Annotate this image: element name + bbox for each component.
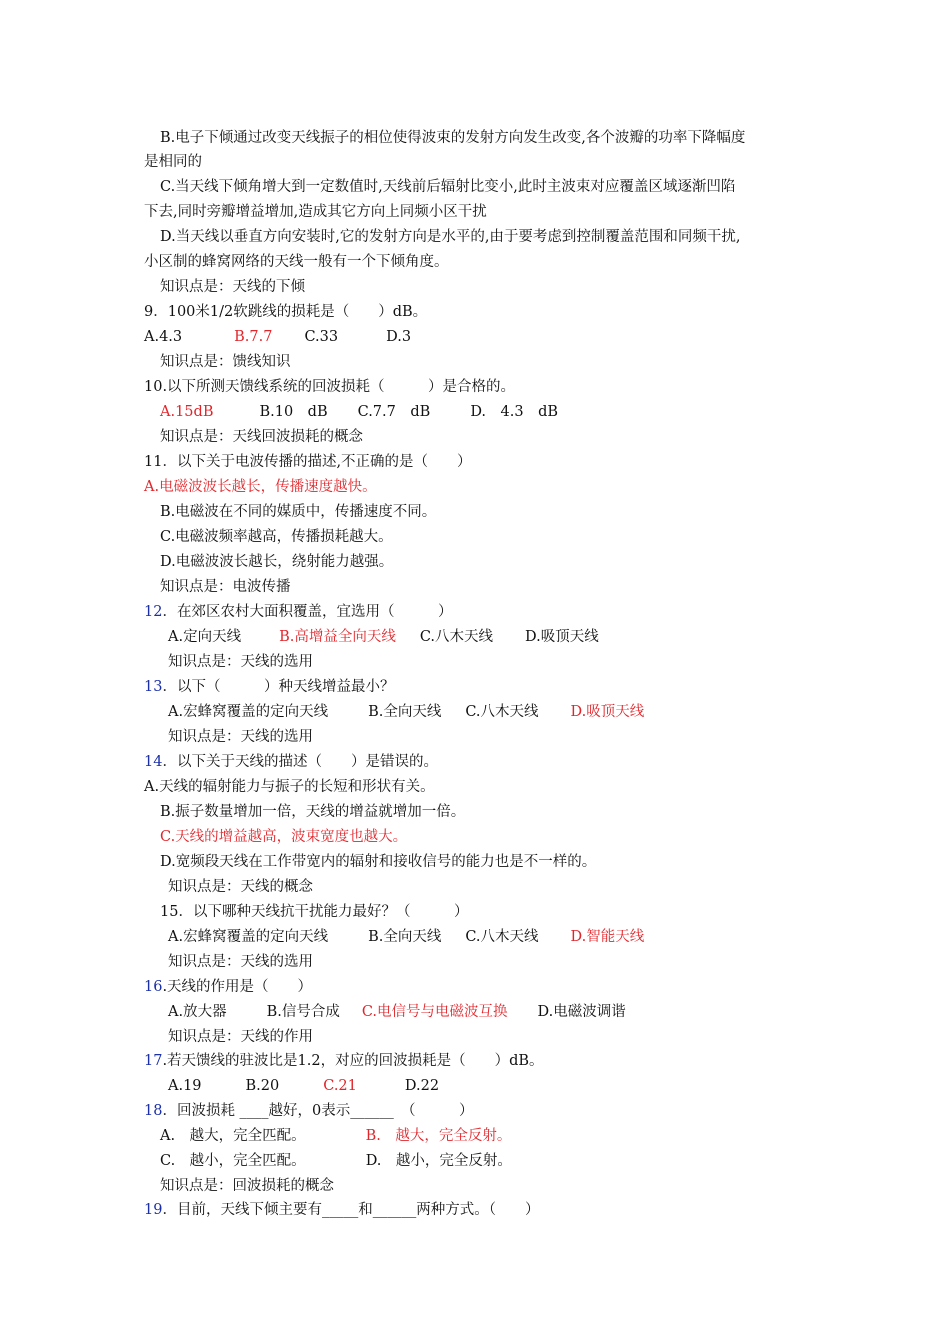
q10-question: 10.以下所测天馈线系统的回波损耗（ ）是合格的。 (144, 379, 516, 395)
q18-option-d: D. 越小，完全反射。 (365, 1153, 512, 1169)
q16-option-d: D.电磁波调谐 (537, 1004, 626, 1020)
q13-question (144, 677, 394, 697)
q8-option-d-line2: 小区制的蜂窝网络的天线一般有一个下倾角度。 (144, 254, 449, 270)
q12-option-b-answer: B.高增益全向天线 (279, 629, 396, 645)
q13-number: 13 (144, 679, 163, 695)
q12-number: 12 (144, 604, 163, 620)
q18-knowledge: 知识点是：回波损耗的概念 (160, 1178, 334, 1194)
q10-option-d: D. 4.3 dB (470, 404, 559, 420)
q16-question (144, 977, 312, 997)
q13-option-d-answer: D.吸顶天线 (570, 704, 645, 720)
q18-option-c: C. 越小，完全匹配。 (160, 1153, 306, 1169)
q9-question: 9．100米1/2软跳线的损耗是（ ）dB。 (144, 304, 428, 320)
q16-option-a: A.放大器 (168, 1004, 227, 1020)
q11-knowledge: 知识点是：电波传播 (160, 579, 291, 595)
q18-option-a: A. 越大，完全匹配。 (160, 1128, 306, 1144)
q11-option-d: D.电磁波波长越长，绕射能力越强。 (160, 554, 394, 570)
q14-number: 14 (144, 754, 163, 770)
q13-text: ．以下（ ）种天线增益最小？ (162, 679, 395, 695)
q14-option-b: B.振子数量增加一倍，天线的增益就增加一倍。 (160, 804, 466, 820)
q15-option-b: B.全向天线 (368, 929, 442, 945)
q9-knowledge: 知识点是：馈线知识 (160, 354, 291, 370)
q15-question: 15．以下哪种天线抗干扰能力最好？（ ） (160, 904, 469, 920)
q10-knowledge: 知识点是：天线回波损耗的概念 (160, 429, 363, 445)
q19-number: 19 (144, 1202, 163, 1218)
q18-text: ．回波损耗 ____越好，0表示______ （ ） (162, 1103, 474, 1119)
q14-option-c-answer: C.天线的增益越高，波束宽度也越大。 (160, 829, 408, 845)
q8-option-b-line2: 是相同的 (144, 154, 202, 170)
q16-number: 16 (144, 979, 163, 995)
q14-option-a: A.天线的辐射能力与振子的长短和形状有关。 (144, 779, 435, 795)
q8-option-c-line2: 下去,同时旁瓣增益增加,造成其它方向上同频小区干扰 (144, 204, 487, 220)
q18-options-row2 (160, 1151, 512, 1171)
q13-knowledge: 知识点是：天线的选用 (168, 729, 313, 745)
q11-option-a-answer: A.电磁波波长越长，传播速度越快。 (144, 479, 377, 495)
q13-option-b: B.全向天线 (368, 704, 442, 720)
q13-options (168, 702, 644, 722)
q17-option-a: A.19 (168, 1078, 202, 1094)
q16-option-c-answer: C.电信号与电磁波互换 (361, 1004, 508, 1020)
q10-option-c: C.7.7 dB (357, 404, 431, 420)
q17-option-c-answer: C.21 (323, 1078, 357, 1094)
q13-option-a: A.宏蜂窝覆盖的定向天线 (168, 704, 329, 720)
q10-option-a-answer: A.15dB (160, 404, 214, 420)
q14-text: ．以下关于天线的描述（ ）是错误的。 (162, 754, 438, 770)
q10-options (160, 402, 558, 422)
q12-option-a: A.定向天线 (168, 629, 242, 645)
q14-option-d: D.宽频段天线在工作带宽内的辐射和接收信号的能力也是不一样的。 (160, 854, 597, 870)
q16-text: .天线的作用是（ ） (162, 979, 313, 995)
q17-option-d: D.22 (404, 1078, 440, 1094)
q12-option-d: D.吸顶天线 (525, 629, 599, 645)
q11-question: 11．以下关于电波传播的描述,不正确的是（ ） (144, 454, 472, 470)
q18-option-b-answer: B. 越大，完全反射。 (365, 1128, 512, 1144)
q15-option-a: A.宏蜂窝覆盖的定向天线 (168, 929, 329, 945)
q12-knowledge: 知识点是：天线的选用 (168, 654, 313, 670)
q15-option-d-answer: D.智能天线 (570, 929, 645, 945)
q17-number: 17 (144, 1053, 163, 1069)
q8-option-c-line1: C.当天线下倾角增大到一定数值时,天线前后辐射比变小,此时主波束对应覆盖区域逐渐凹陷 (160, 179, 736, 195)
q15-knowledge: 知识点是：天线的选用 (168, 954, 313, 970)
q17-options (168, 1076, 439, 1096)
q9-option-d: D.3 (386, 329, 412, 345)
q18-number: 18 (144, 1103, 163, 1119)
q12-option-c: C.八木天线 (419, 629, 494, 645)
q15-option-c: C.八木天线 (465, 929, 539, 945)
q9-option-a: A.4.3 (144, 329, 183, 345)
q11-option-b: B.电磁波在不同的媒质中，传播速度不同。 (160, 504, 437, 520)
q19-question (144, 1200, 539, 1220)
q12-text: ．在郊区农村大面积覆盖，宜选用（ ） (162, 604, 453, 620)
q8-option-d-line1: D.当天线以垂直方向安装时,它的发射方向是水平的,由于要考虑到控制覆盖范围和同频干扰, (160, 229, 741, 245)
q18-options-row1 (160, 1126, 511, 1146)
q12-question (144, 602, 452, 622)
q10-option-b: B.10 dB (259, 404, 328, 420)
q8-option-b-line1: B.电子下倾通过改变天线振子的相位使得波束的发射方向发生改变,各个波瓣的功率下降幅度 (160, 130, 746, 146)
q17-text: .若天馈线的驻波比是1.2，对应的回波损耗是（ ）dB。 (162, 1053, 544, 1069)
q8-knowledge: 知识点是：天线的下倾 (160, 279, 305, 295)
q11-option-c: C.电磁波频率越高，传播损耗越大。 (160, 529, 393, 545)
q14-knowledge: 知识点是：天线的概念 (168, 879, 313, 895)
q16-options (168, 1002, 626, 1022)
q9-option-c: C.33 (304, 329, 339, 345)
q17-question (144, 1051, 544, 1071)
q17-option-b: B.20 (245, 1078, 280, 1094)
q18-question (144, 1101, 474, 1121)
q13-option-c: C.八木天线 (465, 704, 539, 720)
q19-text: ．目前，天线下倾主要有_____和______两种方式。（ ） (162, 1202, 540, 1218)
q9-options (144, 327, 411, 347)
q16-knowledge: 知识点是：天线的作用 (168, 1029, 313, 1045)
q12-options (168, 627, 599, 647)
q16-option-b: B.信号合成 (266, 1004, 340, 1020)
q9-option-b-answer: B.7.7 (234, 329, 273, 345)
q15-options (168, 927, 644, 947)
q14-question (144, 752, 438, 772)
